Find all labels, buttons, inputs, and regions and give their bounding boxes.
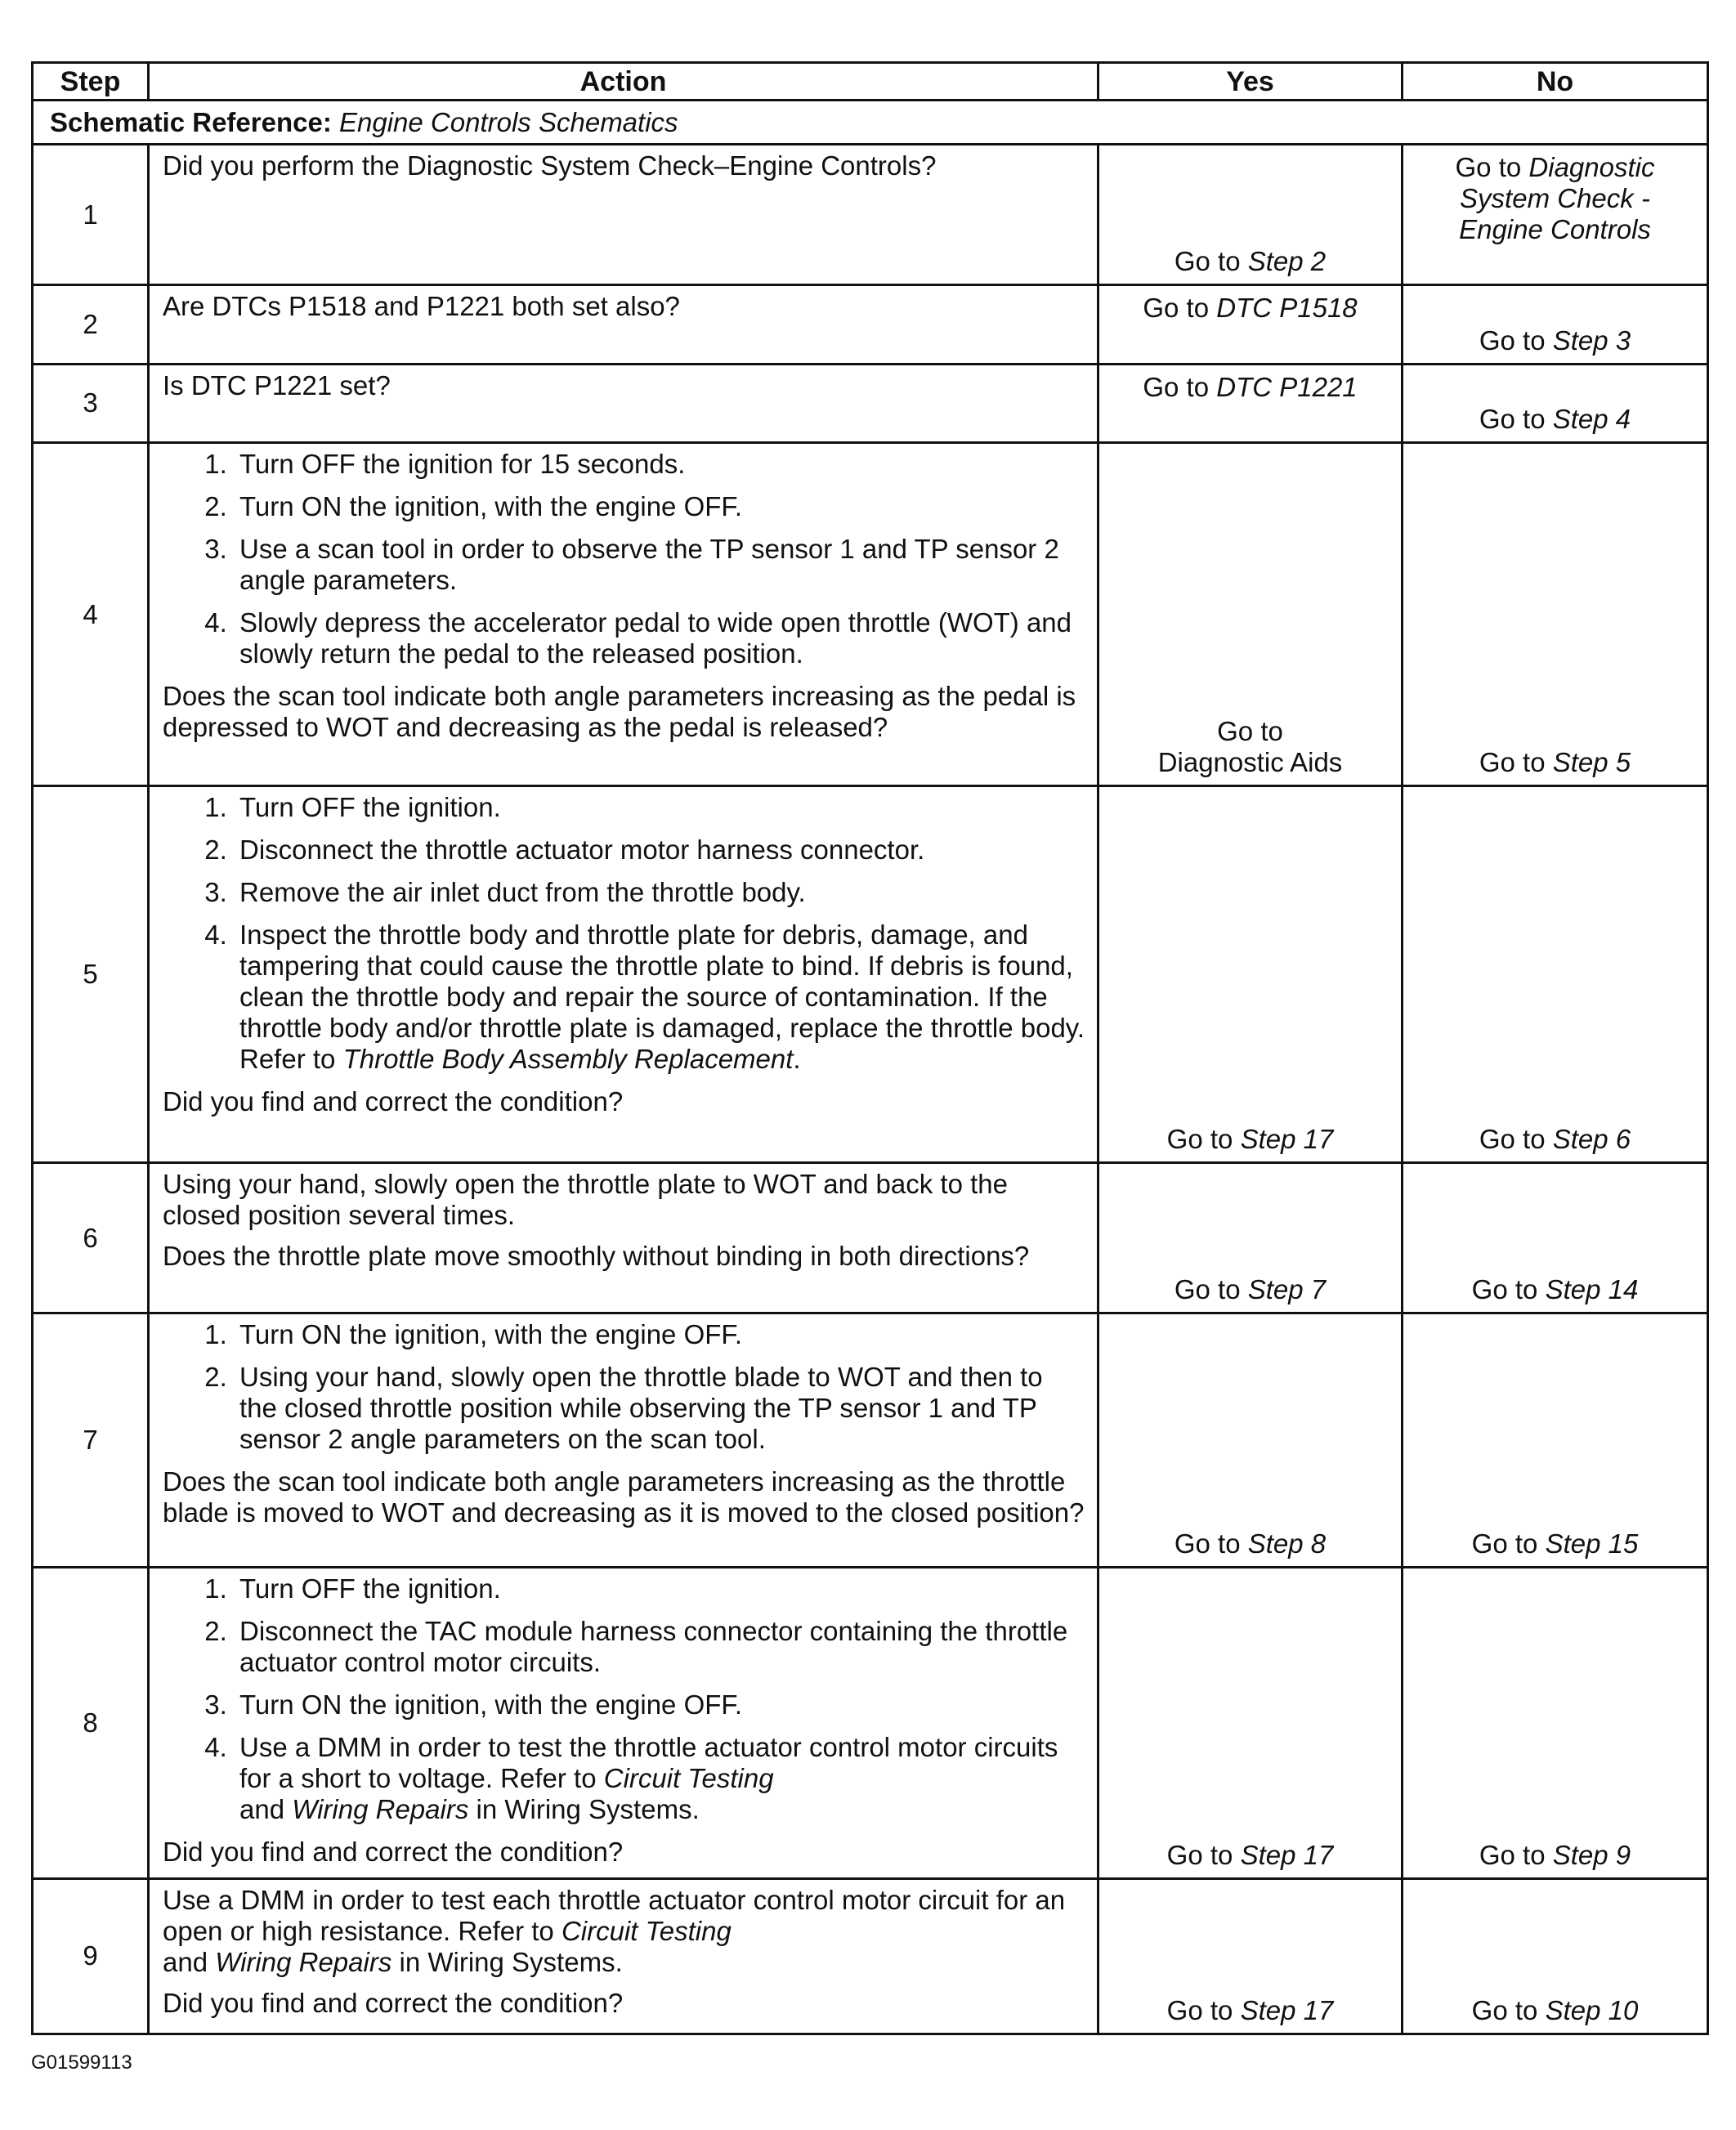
no-cell <box>1403 364 1708 442</box>
yes-cell <box>1098 145 1403 285</box>
step-number: 3 <box>33 364 149 442</box>
yes-cell <box>1098 442 1403 786</box>
step-number: 9 <box>33 1878 149 2034</box>
step-number: 7 <box>33 1313 149 1568</box>
yes-prefix: Go to <box>1166 1124 1233 1155</box>
no-link[interactable]: Step 15 <box>1545 1528 1639 1559</box>
diagnostic-table <box>31 61 1709 2035</box>
yes-cell <box>1098 786 1403 1163</box>
no-cell <box>1403 1313 1708 1568</box>
table-row <box>33 442 1708 786</box>
list-item: 3. Turn ON the ignition, with the engine OFF. <box>235 1689 1085 1721</box>
step-number: 6 <box>33 1163 149 1313</box>
list-item: 2. Turn ON the ignition, with the engine OFF. <box>235 491 1085 522</box>
no-link[interactable]: Step 10 <box>1545 1995 1639 2025</box>
no-cell <box>1403 1567 1708 1878</box>
schematic-link[interactable]: Engine Controls Schematics <box>339 106 678 137</box>
no-link[interactable]: Step 9 <box>1552 1839 1631 1870</box>
table-row <box>33 145 1708 285</box>
step-number: 5 <box>33 786 149 1163</box>
table-row <box>33 1567 1708 1878</box>
no-link[interactable]: Diagnostic System Check - Engine Controls <box>1459 152 1655 245</box>
question: Is DTC P1221 set? <box>163 369 391 400</box>
yes-link[interactable]: Step 17 <box>1240 1995 1334 2025</box>
no-prefix: Go to <box>1479 1839 1546 1870</box>
procedure-link[interactable]: Wiring Repairs <box>292 1793 469 1824</box>
question: Did you find and correct the condition? <box>163 1836 624 1867</box>
yes-prefix: Go to <box>1143 371 1210 402</box>
yes-link[interactable]: DTC P1221 <box>1216 371 1358 402</box>
yes-cell <box>1098 364 1403 442</box>
list-item-tail: in Wiring Systems. <box>476 1793 700 1824</box>
yes-prefix: Go to <box>1143 293 1210 324</box>
yes-cell <box>1098 1567 1403 1878</box>
yes-cell <box>1098 1163 1403 1313</box>
instruction-list <box>163 1319 1085 1455</box>
no-prefix: Go to <box>1471 1274 1538 1305</box>
list-item-and: and <box>239 1793 285 1824</box>
procedure-link[interactable]: Circuit Testing <box>561 1915 732 1946</box>
table-row <box>33 364 1708 442</box>
list-item: 1. Turn OFF the ignition. <box>235 792 1085 823</box>
question: Does the scan tool indicate both angle parameters increasing as the throttle blade is moved to WOT and decreasing as it is moved to the closed position? <box>163 1466 1085 1528</box>
instruction-list <box>163 1573 1085 1825</box>
yes-link[interactable]: DTC P1518 <box>1216 293 1358 324</box>
no-prefix: Go to <box>1455 152 1522 183</box>
action-cell <box>149 786 1098 1163</box>
list-item: 1. Turn OFF the ignition. <box>235 1573 1085 1604</box>
step-number: 4 <box>33 442 149 786</box>
question: Does the scan tool indicate both angle parameters increasing as the pedal is depressed to WOT and decreasing as the pedal is released? <box>163 680 1076 742</box>
table-row <box>33 1163 1708 1313</box>
schematic-reference <box>33 101 1708 145</box>
header-action: Action <box>149 63 1098 101</box>
action-cell <box>149 1313 1098 1568</box>
yes-cell <box>1098 1878 1403 2034</box>
list-item-text: Use a DMM in order to test the throttle actuator control motor circuits for a short to voltage. Refer to <box>239 1731 1058 1793</box>
figure-id: G01599113 <box>31 2052 132 2074</box>
no-prefix: Go to <box>1479 747 1546 778</box>
yes-prefix: Go to <box>1174 1528 1241 1559</box>
no-prefix: Go to <box>1479 324 1546 356</box>
list-item: 3. Use a scan tool in order to observe the TP sensor 1 and TP sensor 2 angle parameters. <box>235 534 1085 596</box>
list-item: 2. Disconnect the TAC module harness connector containing the throttle actuator control motor circuits. <box>235 1616 1085 1678</box>
action-cell <box>149 285 1098 364</box>
list-item: 2. Using your hand, slowly open the throttle blade to WOT and then to the closed throttle position while observing the TP sensor 1 and TP sensor 2 angle parameters on the scan tool. <box>235 1362 1085 1455</box>
list-item: 1. Turn OFF the ignition for 15 seconds. <box>235 449 1085 480</box>
table-row <box>33 1313 1708 1568</box>
procedure-link[interactable]: Wiring Repairs <box>215 1946 392 1977</box>
step-number: 2 <box>33 285 149 364</box>
yes-prefix: Go to <box>1217 716 1283 747</box>
instruction <box>163 1885 1085 1978</box>
no-link[interactable]: Step 14 <box>1545 1274 1639 1305</box>
action-cell <box>149 145 1098 285</box>
action-cell <box>149 1567 1098 1878</box>
table-row <box>33 786 1708 1163</box>
instruction-and: and <box>163 1946 208 1977</box>
list-item: 2. Disconnect the throttle actuator motor harness connector. <box>235 835 1085 866</box>
no-prefix: Go to <box>1471 1528 1538 1559</box>
action-cell <box>149 442 1098 786</box>
question: Did you perform the Diagnostic System Check–Engine Controls? <box>163 150 937 181</box>
procedure-link[interactable]: Circuit Testing <box>603 1762 774 1793</box>
yes-link[interactable]: Step 17 <box>1240 1839 1334 1870</box>
step-number: 1 <box>33 145 149 285</box>
yes-prefix: Go to <box>1166 1995 1233 2025</box>
no-cell <box>1403 285 1708 364</box>
action-cell <box>149 1163 1098 1313</box>
no-prefix: Go to <box>1479 403 1546 434</box>
table-row <box>33 285 1708 364</box>
list-item-text: Inspect the throttle body and throttle plate for debris, damage, and tampering that could cause the throttle plate to bind. If debris is found, clean the throttle body and repair the source of contamination. If the throttle body and/or throttle plate is damaged, replace the throttle body. Refer to <box>239 920 1085 1075</box>
yes-link[interactable]: Step 2 <box>1247 246 1327 277</box>
instruction-list <box>163 792 1085 1075</box>
header-yes: Yes <box>1098 63 1403 101</box>
yes-prefix: Go to <box>1174 246 1241 277</box>
header-row <box>33 63 1708 101</box>
schematic-row <box>33 101 1708 145</box>
yes-cell <box>1098 1313 1403 1568</box>
header-step: Step <box>33 63 149 101</box>
list-item: 1. Turn ON the ignition, with the engine OFF. <box>235 1319 1085 1350</box>
question: Did you find and correct the condition? <box>163 1086 624 1117</box>
no-prefix: Go to <box>1479 1124 1546 1155</box>
question: Are DTCs P1518 and P1221 both set also? <box>163 291 680 322</box>
table-row <box>33 1878 1708 2034</box>
no-prefix: Go to <box>1471 1995 1538 2025</box>
yes-prefix: Go to <box>1174 1274 1241 1305</box>
no-cell <box>1403 145 1708 285</box>
yes-link[interactable]: Diagnostic Aids <box>1157 747 1343 778</box>
action-cell <box>149 1878 1098 2034</box>
yes-link[interactable]: Step 17 <box>1240 1124 1334 1155</box>
no-link[interactable]: Step 3 <box>1552 324 1631 356</box>
list-item: 4. Inspect the throttle body and throttle plate for debris, damage, and tampering that could cause the throttle plate to bind. If debris is found, clean the throttle body and repair the source of contamination. If the throttle body and/or throttle plate is damaged, replace the throttle body. Refer to Throttle Body Assembly Replacement. <box>235 920 1085 1075</box>
no-link[interactable]: Step 4 <box>1552 403 1631 434</box>
action-cell <box>149 364 1098 442</box>
instruction-list <box>163 449 1085 669</box>
no-cell <box>1403 442 1708 786</box>
instruction-tail: in Wiring Systems. <box>399 1946 623 1977</box>
yes-prefix: Go to <box>1166 1839 1233 1870</box>
yes-link[interactable]: Step 8 <box>1247 1528 1327 1559</box>
no-cell <box>1403 1163 1708 1313</box>
no-cell <box>1403 1878 1708 2034</box>
instruction-text: Use a DMM in order to test each throttle actuator control motor circuit for an open or high resistance. Refer to <box>163 1884 1066 1946</box>
schematic-label: Schematic Reference: <box>50 106 332 137</box>
no-link[interactable]: Step 6 <box>1552 1124 1631 1155</box>
list-item <box>235 1732 1085 1825</box>
no-cell <box>1403 786 1708 1163</box>
procedure-link[interactable]: Throttle Body Assembly Replacement <box>342 1044 794 1075</box>
list-item: 3. Remove the air inlet duct from the throttle body. <box>235 877 1085 908</box>
list-item: 4. Slowly depress the accelerator pedal to wide open throttle (WOT) and slowly return the pedal to the released position. <box>235 607 1085 669</box>
step-number: 8 <box>33 1567 149 1878</box>
yes-cell <box>1098 285 1403 364</box>
question: Did you find and correct the condition? <box>163 1987 624 2018</box>
instruction: Using your hand, slowly open the throttle plate to WOT and back to the closed position several times. <box>163 1169 1008 1231</box>
header-no: No <box>1403 63 1708 101</box>
question: Does the throttle plate move smoothly without binding in both directions? <box>163 1241 1030 1272</box>
yes-link[interactable]: Step 7 <box>1247 1274 1327 1305</box>
no-link[interactable]: Step 5 <box>1552 747 1631 778</box>
